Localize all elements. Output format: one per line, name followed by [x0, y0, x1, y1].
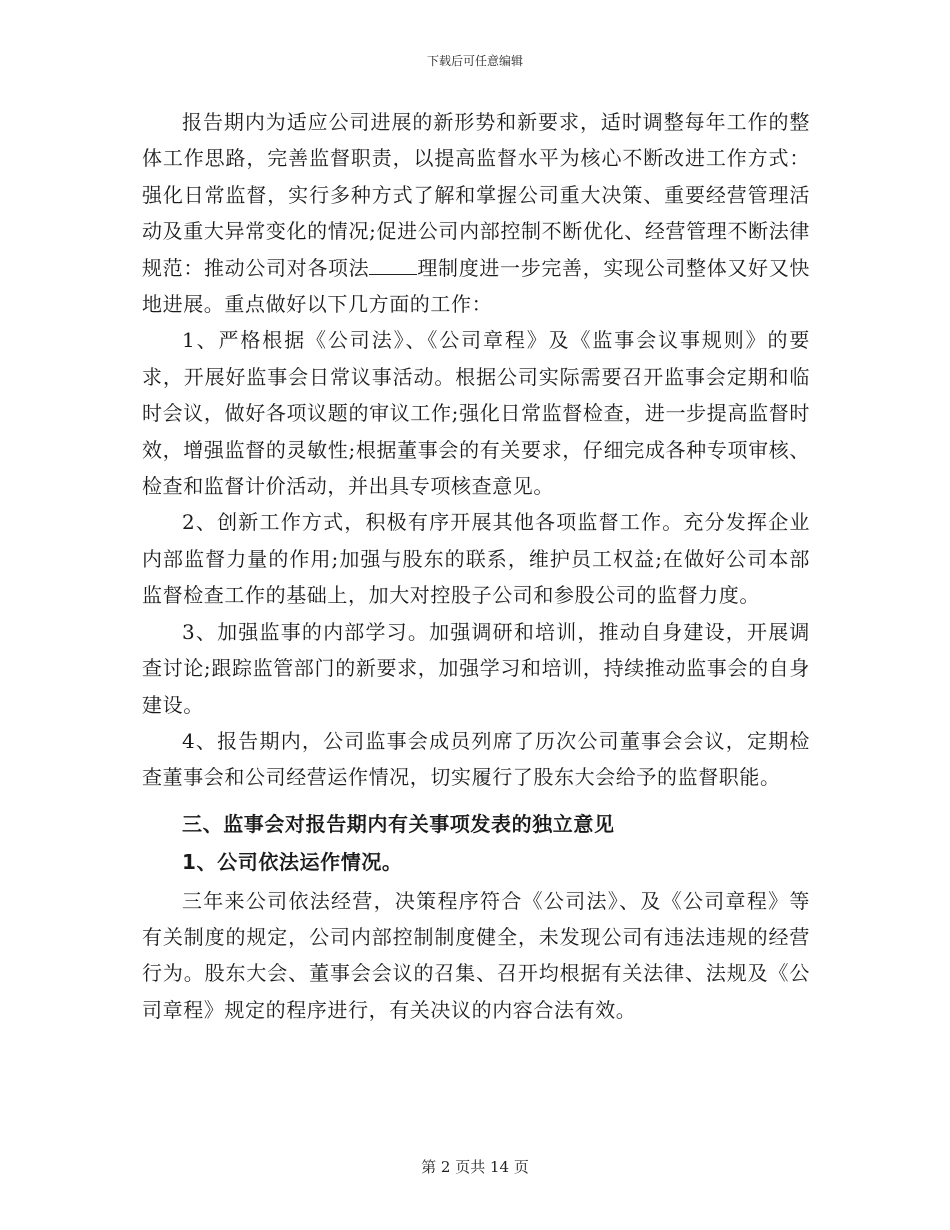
subsection-1-heading: 1、公司依法运作情况。	[182, 850, 403, 875]
work-item-1: 1、严格根据《公司法》、《公司章程》及《监事会议事规则》的要求，开展好监事会日常议事活动。根据公司实际需要召开监事会定期和临时会议，做好各项议题的审议工作;强化日常监督检查，进一步提高监督时效，增强监督的灵敏性;根据董事会的有关要求，仔细完成各种专项审核、检查和监督计价活动，并出具专项核查意见。	[142, 328, 810, 499]
section-3-heading: 三、监事会对报告期内有关事项发表的独立意见	[182, 811, 615, 836]
work-item-4: 4、报告期内，公司监事会成员列席了历次公司董事会会议，定期检查董事会和公司经营运作情况，切实履行了股东大会给予的监督职能。	[142, 728, 810, 790]
subsection-1-paragraph: 三年来公司依法经营，决策程序符合《公司法》、及《公司章程》等有关制度的规定，公司内部控制制度健全，未发现公司有违法违规的经营行为。股东大会、董事会会议的召集、召开均根据有关法律、法规及《公司章程》规定的程序进行，有关决议的内容合法有效。	[142, 888, 810, 1022]
work-item-2: 2、创新工作方式，积极有序开展其他各项监督工作。充分发挥企业内部监督力量的作用;加强与股东的联系，维护员工权益;在做好公司本部监督检查工作的基础上，加大对控股子公司和参股公司的监督力度。	[142, 510, 810, 608]
page-header: 下载后可任意编辑	[426, 54, 523, 68]
intro-paragraph	[142, 104, 810, 322]
work-item-3: 3、加强监事的内部学习。加强调研和培训，推动自身建设，开展调查讨论;跟踪监管部门的新要求，加强学习和培训，持续推动监事会的自身建设。	[142, 619, 810, 717]
intro-text-part2: 理制度进一步完善，实现公司整体又好又快地进展。重点做好以下几方面的工作：	[142, 255, 810, 317]
document-body	[142, 104, 810, 1028]
fill-in-blank	[369, 256, 417, 275]
page-number: 第 2 页共 14 页	[421, 1158, 529, 1176]
intro-text-part1: 报告期内为适应公司进展的新形势和新要求，适时调整每年工作的整体工作思路，完善监督职责，以提高监督水平为核心不断改进工作方式：强化日常监督，实行多种方式了解和掌握公司重大决策、重要经营管理活动及重大异常变化的情况;促进公司内部控制不断优化、经营管理不断法律规范：推动公司对各项法	[142, 110, 810, 280]
